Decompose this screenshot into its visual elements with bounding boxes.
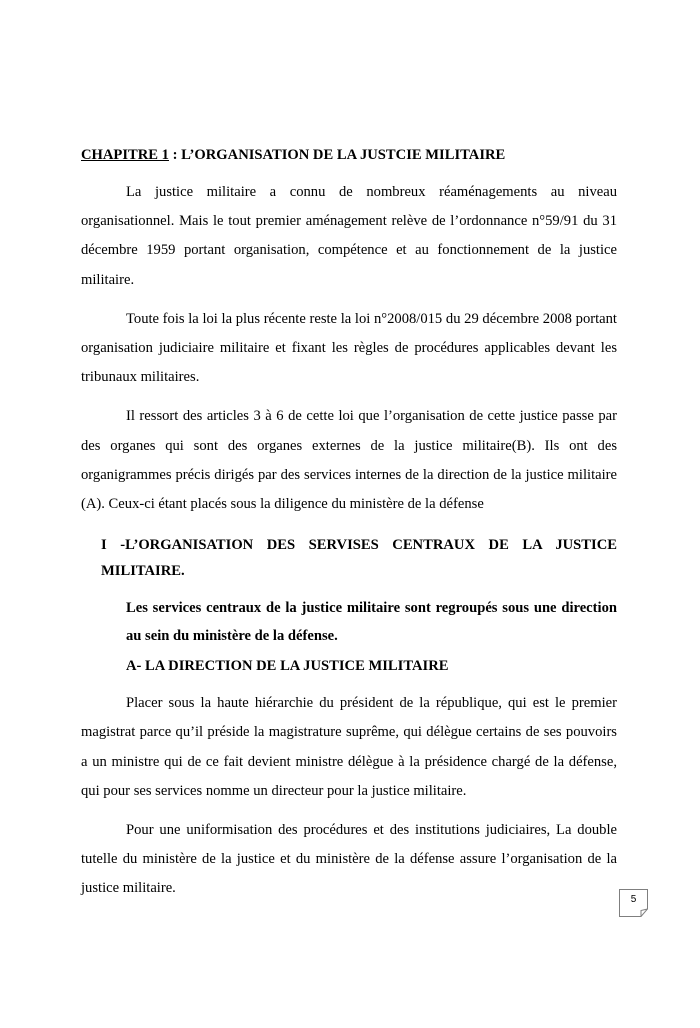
chapter-separator: : bbox=[168, 147, 182, 163]
paragraph-2: Toute fois la loi la plus récente reste la loi n°2008/015 du 29 décembre 2008 portant organisation judiciaire militaire et fixant les règles de procédures applicables devant les tribunaux militaires. bbox=[81, 310, 617, 386]
page-content bbox=[81, 146, 617, 914]
chapter-title-text: L’ORGANISATION DE LA JUSTCIE MILITAIRE bbox=[181, 147, 506, 163]
page-number: 5 bbox=[630, 894, 637, 905]
paragraph-1: La justice militaire a connu de nombreux réaménagements au niveau organisationnel. Mais le tout premier aménagement relève de l’ordonnance n°59/91 du 31 décembre 1959 portant organisation, compétence et au fonctionnement de la justice militaire. bbox=[81, 184, 617, 288]
paragraph-3: Il ressort des articles 3 à 6 de cette loi que l’organisation de cette justice passe par des organes qui sont des organes externes de la justice militaire(B). Ils ont des organigrammes précis dirigés par des services internes de la direction de la justice militaire (A). Ceux-ci étant placés sous la diligence du ministère de la défense bbox=[81, 408, 617, 513]
subsection-heading: A- LA DIRECTION DE LA JUSTICE MILITAIRE bbox=[126, 658, 449, 675]
section-intro: Les services centraux de la justice militaire sont regroupés sous une direction au sein du ministère de la défense. bbox=[126, 600, 617, 645]
page-number-box bbox=[619, 889, 652, 917]
chapter-title bbox=[81, 146, 617, 164]
chapter-label: CHAPITRE 1 bbox=[81, 147, 169, 163]
paragraph-4: Placer sous la haute hiérarchie du président de la république, qui est le premier magistrat parce qu’il préside la magistrature suprême, qui délègue certains de ses pouvoirs a un ministre qui de ce fait devient ministre délègue à la présidence chargé de la défense, qui pour ses services nomme un directeur pour la justice militaire. bbox=[81, 695, 617, 799]
paragraph-5: Pour une uniformisation des procédures et des institutions judiciaires, La double tutelle du ministère de la justice et du ministère de la défense assure l’organisation de la justice militaire. bbox=[81, 822, 617, 897]
section-heading: I -L’ORGANISATION DES SERVISES CENTRAUX DE LA JUSTICE MILITAIRE. bbox=[101, 537, 617, 580]
